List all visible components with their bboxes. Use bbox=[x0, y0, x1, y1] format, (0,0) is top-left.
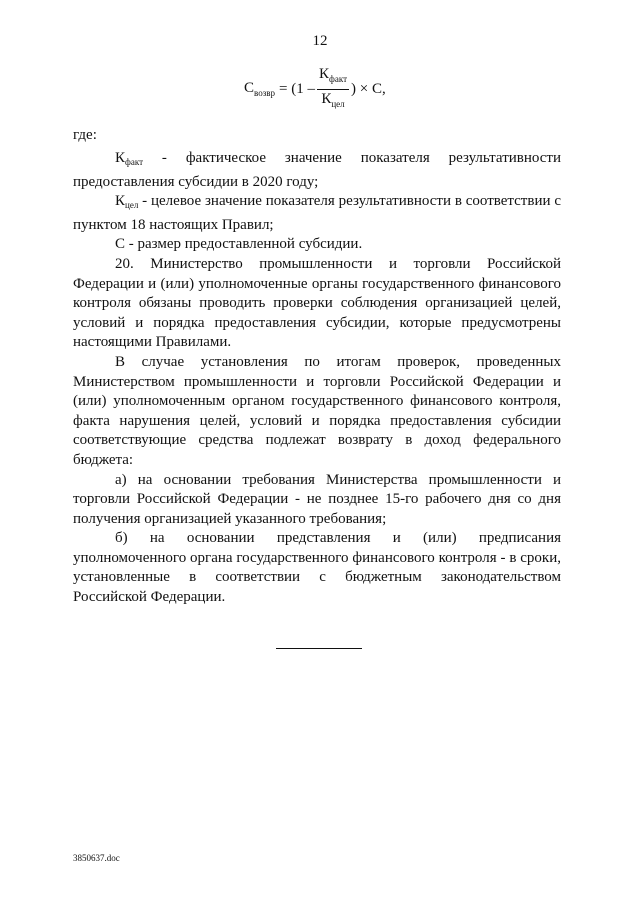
document-body bbox=[73, 149, 561, 608]
where-label: где: bbox=[73, 127, 97, 143]
fraction-denominator: $К_{цел}$ bbox=[321, 90, 345, 109]
footer-filename: 3850637.doc bbox=[73, 853, 120, 863]
paragraph-violation: В случае установления по итогам проверок, проведенных Министерством промышленности и торговли Российской Федерации и (или) уполномоченным органом государственного финансового контроля, факта нарушения целей, условий и порядка предоставления субсидии соответствующие средства подлежат возврату в доход федерального бюджета: bbox=[73, 353, 561, 468]
formula-tail: ) × С, bbox=[351, 80, 386, 97]
item-b: б) на основании представления и (или) предписания уполномоченного органа государственного финансового контроля - в сроки, установленные в соответствии с бюджетным законодательством Российской Федерации. bbox=[73, 530, 561, 606]
formula-equals: = (1 – bbox=[279, 80, 315, 97]
definition-c: С - размер предоставленной субсидии. bbox=[115, 236, 363, 253]
refund-formula bbox=[244, 66, 386, 112]
definition-k-fact: $К_{факт}$ - фактическое значение показателя результативности предоставления субсидии в 2020 году; bbox=[73, 150, 561, 190]
formula-fraction bbox=[317, 66, 349, 113]
page-number: 12 bbox=[312, 33, 328, 49]
fraction-numerator: $К_{факт}$ bbox=[317, 66, 349, 90]
definition-k-target: $К_{цел}$ - целевое значение показателя результативности в соответствии с пунктом 18 настоящих Правил; bbox=[73, 193, 561, 233]
formula-lhs: $С_{возвр}$ bbox=[244, 80, 276, 98]
end-separator-line bbox=[276, 648, 362, 649]
paragraph-20: 20. Министерство промышленности и торговли Российской Федерации и (или) уполномоченные органы государственного финансового контроля обязаны проводить проверки соблюдения организацией целей, условий и порядка предоставления субсидии, которые предусмотрены настоящими Правилами. bbox=[73, 255, 561, 351]
item-a: а) на основании требования Министерства промышленности и торговли Российской Федерации - не позднее 15-го рабочего дня со дня получения организацией указанного требования; bbox=[73, 471, 561, 527]
